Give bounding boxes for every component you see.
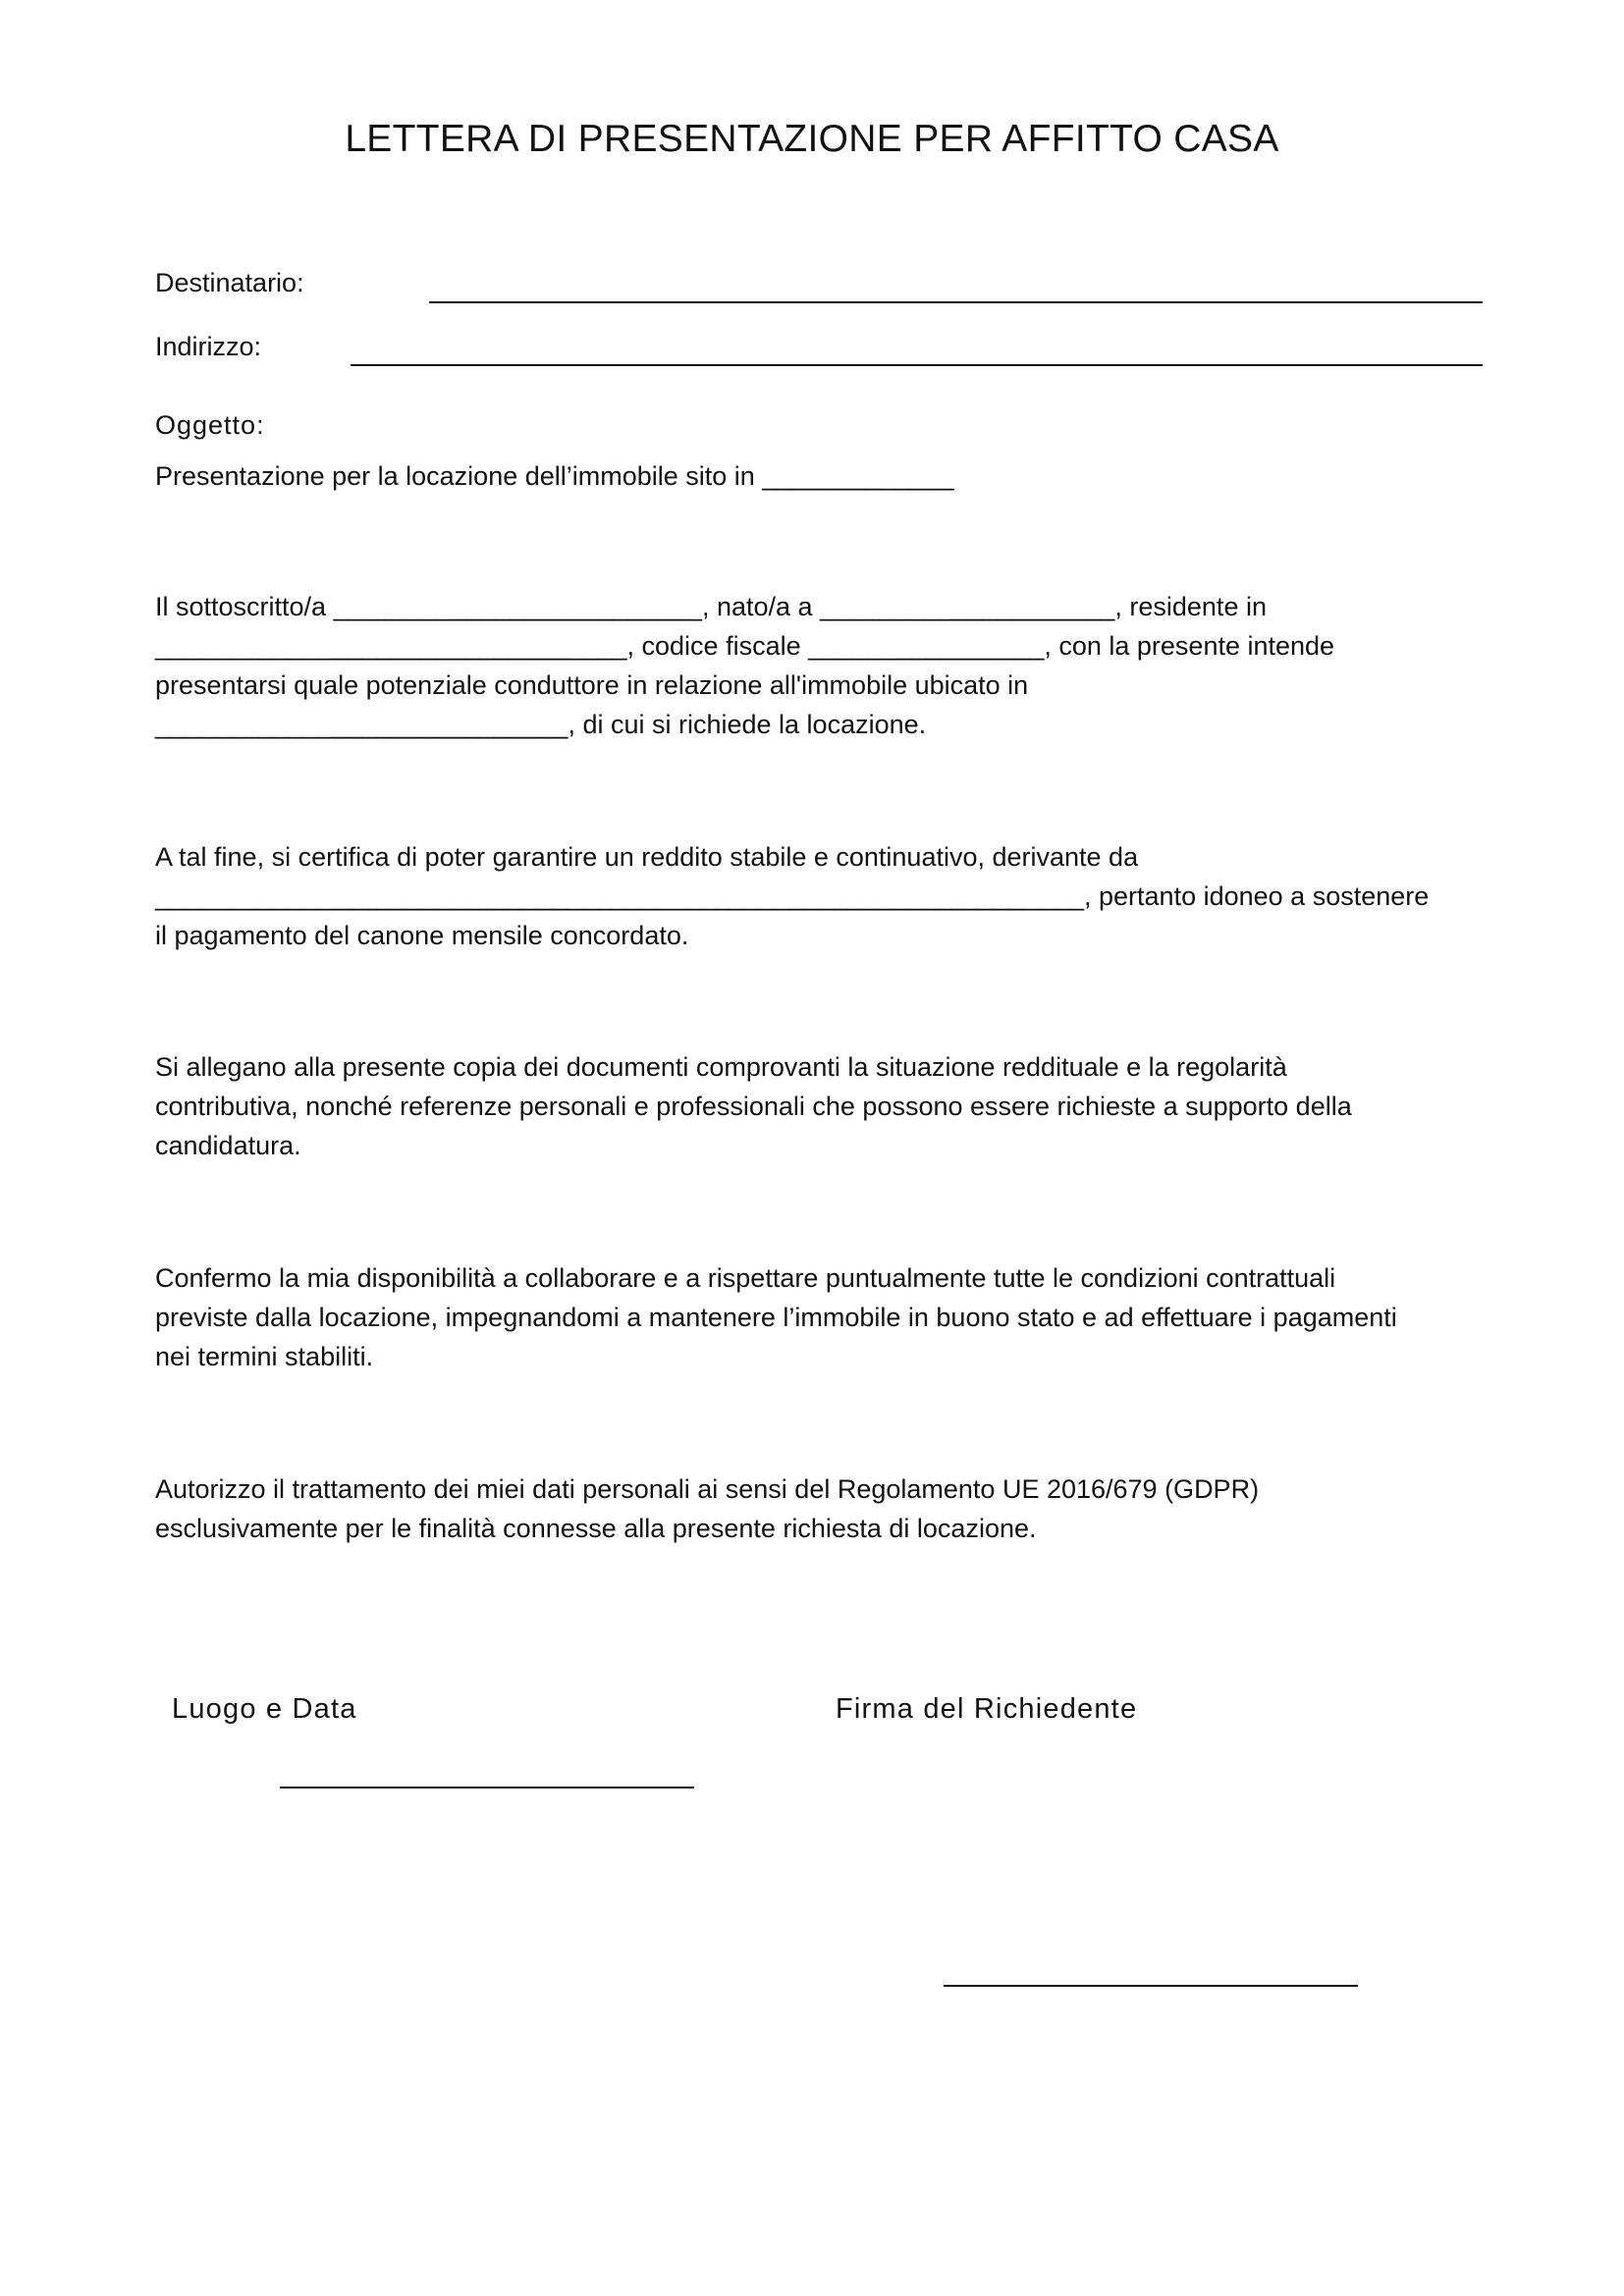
- paragraph-gdpr: Autorizzo il trattamento dei miei dati personali ai sensi del Regolamento UE 2016/679 (GDPR) esclusivamente per le finalità connesse alla presente richiesta di locazione.: [155, 1474, 1260, 1543]
- place-date-label: Luogo e Data: [172, 1693, 357, 1725]
- subject-label: Oggetto:: [155, 410, 265, 440]
- signature-label: Firma del Richiedente: [836, 1693, 1138, 1725]
- address-line: [351, 364, 1483, 366]
- subject-text: Presentazione per la locazione dell’immobile sito in _____________: [155, 461, 954, 491]
- paragraph-declarant: Il sottoscritto/a _________________________, nato/a a ____________________, residente in ________________________________, codice fiscale ________________, con la presente intende presentarsi quale potenziale conduttore in relazione all'immobile ubicato in ____________________________, di cui si richiede la locazione.: [155, 592, 1335, 739]
- paragraph-attachments: Si allegano alla presente copia dei documenti comprovanti la situazione reddituale e la regolarità contributiva, nonché referenze personali e professionali che possono essere richieste a supporto della candidatura.: [155, 1052, 1352, 1160]
- address-label: Indirizzo:: [155, 332, 262, 361]
- recipient-label: Destinatario:: [155, 268, 304, 297]
- paragraph-commitment: Confermo la mia disponibilità a collaborare e a rispettare puntualmente tutte le condizioni contrattuali previste dalla locazione, impegnandomi a mantenere l’immobile in buono stato e ad effettuare i pagamenti nei termini stabiliti.: [155, 1263, 1397, 1371]
- recipient-line: [429, 301, 1483, 303]
- place-date-line: [280, 1787, 694, 1789]
- document-title: LETTERA DI PRESENTAZIONE PER AFFITTO CASA: [345, 118, 1279, 160]
- paragraph-income: A tal fine, si certifica di poter garantire un reddito stabile e continuativo, derivante da _______________________________________________________________, pertanto idoneo a sostenere il pagamento del canone mensile concordato.: [155, 842, 1430, 950]
- signature-line: [944, 1985, 1358, 1987]
